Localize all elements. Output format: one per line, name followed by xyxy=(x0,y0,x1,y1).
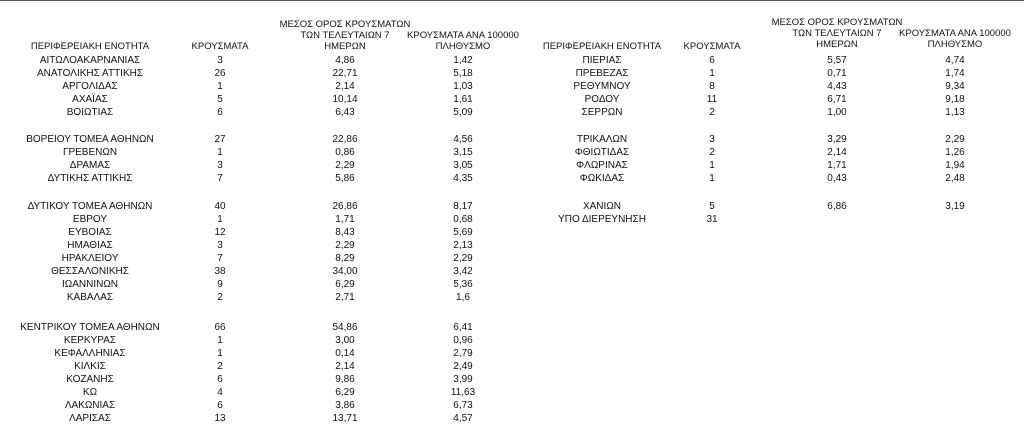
cell-cases: 1 xyxy=(709,173,715,184)
cell-cases: 6 xyxy=(709,55,715,66)
cell-avg7: 6,43 xyxy=(335,107,355,118)
cell-region: ΑΧΑΪΑΣ xyxy=(72,94,108,105)
header-avg7-line2: ΤΩΝ ΤΕΛΕΥΤΑΙΩΝ 7 xyxy=(792,28,882,39)
cell-cases: 6 xyxy=(217,107,223,118)
cell-region: ΡΕΘΥΜΝΟΥ xyxy=(573,81,631,92)
header-avg7-line1: ΜΕΣΟΣ ΟΡΟΣ ΚΡΟΥΣΜΑΤΩΝ xyxy=(771,17,903,28)
cell-cases: 13 xyxy=(214,413,226,424)
header-per100k-line2: ΠΛΗΘΥΣΜΟ xyxy=(927,39,983,50)
cell-cases: 5 xyxy=(217,94,223,105)
cell-per100k: 1,74 xyxy=(945,68,965,79)
cell-cases: 38 xyxy=(214,266,226,277)
cell-region: ΔΥΤΙΚΟΥ ΤΟΜΕΑ ΑΘΗΝΩΝ xyxy=(27,201,153,212)
cell-cases: 2 xyxy=(217,361,223,372)
cell-avg7: 3,86 xyxy=(335,400,355,411)
cell-cases: 1 xyxy=(217,214,223,225)
cell-cases: 40 xyxy=(214,201,226,212)
cell-cases: 27 xyxy=(214,134,226,145)
cell-cases: 3 xyxy=(217,160,223,171)
cell-cases: 31 xyxy=(706,214,718,225)
header-region: ΠΕΡΙΦΕΡΕΙΑΚΗ ΕΝΟΤΗΤΑ xyxy=(30,41,150,52)
cell-avg7: 8,29 xyxy=(335,253,355,264)
cell-region: ΚΑΒΑΛΑΣ xyxy=(66,292,114,303)
cell-cases: 7 xyxy=(217,173,223,184)
cell-per100k: 1,61 xyxy=(453,94,473,105)
cell-avg7: 0,71 xyxy=(827,68,847,79)
header-per100k-line2: ΠΛΗΘΥΣΜΟ xyxy=(435,41,491,52)
cell-per100k: 2,29 xyxy=(945,134,965,145)
cell-region: ΔΡΑΜΑΣ xyxy=(69,160,111,171)
header-region: ΠΕΡΙΦΕΡΕΙΑΚΗ ΕΝΟΤΗΤΑ xyxy=(542,41,662,52)
cell-cases: 3 xyxy=(217,240,223,251)
cell-cases: 7 xyxy=(217,253,223,264)
cell-cases: 1 xyxy=(217,147,223,158)
cell-per100k: 1,03 xyxy=(453,81,473,92)
cell-per100k: 2,49 xyxy=(453,361,473,372)
cell-per100k: 1,26 xyxy=(945,147,965,158)
cell-avg7: 26,86 xyxy=(332,201,358,212)
cell-cases: 26 xyxy=(214,68,226,79)
cell-per100k: 3,05 xyxy=(453,160,473,171)
header-avg7-line2: ΤΩΝ ΤΕΛΕΥΤΑΙΩΝ 7 xyxy=(300,30,390,41)
cell-avg7: 6,29 xyxy=(335,387,355,398)
header-cases: ΚΡΟΥΣΜΑΤΑ xyxy=(191,41,249,52)
cell-avg7: 5,57 xyxy=(827,55,847,66)
cell-avg7: 0,86 xyxy=(335,147,355,158)
header-avg7-line1: ΜΕΣΟΣ ΟΡΟΣ ΚΡΟΥΣΜΑΤΩΝ xyxy=(279,19,411,30)
cell-region: ΚΩ xyxy=(82,387,98,398)
cell-cases: 66 xyxy=(214,322,226,333)
cell-per100k: 5,36 xyxy=(453,279,473,290)
cell-per100k: 2,79 xyxy=(453,348,473,359)
cell-per100k: 0,68 xyxy=(453,214,473,225)
cell-per100k: 1,13 xyxy=(945,107,965,118)
cell-region: ΘΕΣΣΑΛΟΝΙΚΗΣ xyxy=(51,266,129,277)
cell-per100k: 2,48 xyxy=(945,173,965,184)
cell-cases: 5 xyxy=(709,201,715,212)
cell-per100k: 4,35 xyxy=(453,173,473,184)
cell-per100k: 4,56 xyxy=(453,134,473,145)
cell-per100k: 3,19 xyxy=(945,201,965,212)
cell-region: ΦΩΚΙΔΑΣ xyxy=(579,173,625,184)
cell-region: ΚΕΝΤΡΙΚΟΥ ΤΟΜΕΑ ΑΘΗΝΩΝ xyxy=(20,322,160,333)
cell-avg7: 4,86 xyxy=(335,55,355,66)
cell-region: ΛΑΡΙΣΑΣ xyxy=(69,413,111,424)
cell-region: ΔΥΤΙΚΗΣ ΑΤΤΙΚΗΣ xyxy=(47,173,133,184)
cell-region: ΕΒΡΟΥ xyxy=(72,214,108,225)
cell-avg7: 3,29 xyxy=(827,134,847,145)
cell-per100k: 6,73 xyxy=(453,400,473,411)
cell-avg7: 2,29 xyxy=(335,160,355,171)
cell-avg7: 2,14 xyxy=(335,361,355,372)
cell-region: ΑΝΑΤΟΛΙΚΗΣ ΑΤΤΙΚΗΣ xyxy=(36,68,144,79)
cell-region: ΙΩΑΝΝΙΝΩΝ xyxy=(61,279,119,290)
cell-region: ΚΙΛΚΙΣ xyxy=(74,361,106,372)
cell-region: ΒΟΙΩΤΙΑΣ xyxy=(66,107,114,118)
cell-cases: 2 xyxy=(709,107,715,118)
header-avg7-line3: ΗΜΕΡΩΝ xyxy=(816,39,858,50)
cell-avg7: 54,86 xyxy=(332,322,358,333)
cell-per100k: 4,74 xyxy=(945,55,965,66)
cell-region: ΣΕΡΡΩΝ xyxy=(581,107,623,118)
cell-avg7: 1,71 xyxy=(335,214,355,225)
cell-region: ΥΠΟ ΔΙΕΡΕΥΝΗΣΗ xyxy=(558,214,646,225)
cell-per100k: 1,42 xyxy=(453,55,473,66)
cell-avg7: 2,29 xyxy=(335,240,355,251)
cell-region: ΦΘΙΩΤΙΔΑΣ xyxy=(574,147,630,158)
cell-region: ΧΑΝΙΩΝ xyxy=(582,201,622,212)
cell-cases: 11 xyxy=(706,94,718,105)
cell-avg7: 8,43 xyxy=(335,227,355,238)
cell-per100k: 1,94 xyxy=(945,160,965,171)
cell-avg7: 0,43 xyxy=(827,173,847,184)
cell-region: ΚΟΖΑΝΗΣ xyxy=(66,374,114,385)
cell-region: ΡΟΔΟΥ xyxy=(584,94,620,105)
cell-per100k: 0,96 xyxy=(453,335,473,346)
cell-avg7: 34,00 xyxy=(332,266,358,277)
cell-region: ΛΑΚΩΝΙΑΣ xyxy=(64,400,116,411)
cell-region: ΠΡΕΒΕΖΑΣ xyxy=(575,68,629,79)
cell-region: ΑΡΓΟΛΙΔΑΣ xyxy=(62,81,118,92)
cell-region: ΤΡΙΚΑΛΩΝ xyxy=(576,134,628,145)
cell-cases: 1 xyxy=(709,160,715,171)
cell-region: ΕΥΒΟΙΑΣ xyxy=(68,227,112,238)
cell-per100k: 5,09 xyxy=(453,107,473,118)
cell-per100k: 2,29 xyxy=(453,253,473,264)
cell-avg7: 6,29 xyxy=(335,279,355,290)
cell-avg7: 9,86 xyxy=(335,374,355,385)
cell-per100k: 9,34 xyxy=(945,81,965,92)
cell-per100k: 2,13 xyxy=(453,240,473,251)
cell-cases: 9 xyxy=(217,279,223,290)
cell-per100k: 5,18 xyxy=(453,68,473,79)
cell-region: ΠΙΕΡΙΑΣ xyxy=(582,55,622,66)
cell-cases: 2 xyxy=(709,147,715,158)
cell-cases: 6 xyxy=(217,374,223,385)
cell-avg7: 4,43 xyxy=(827,81,847,92)
cell-region: ΦΛΩΡΙΝΑΣ xyxy=(576,160,628,171)
cell-per100k: 5,69 xyxy=(453,227,473,238)
cell-per100k: 3,15 xyxy=(453,147,473,158)
cell-region: ΓΡΕΒΕΝΩΝ xyxy=(62,147,118,158)
header-avg7-line3: ΗΜΕΡΩΝ xyxy=(324,41,366,52)
cell-avg7: 3,00 xyxy=(335,335,355,346)
header-per100k-line1: ΚΡΟΥΣΜΑΤΑ ΑΝΑ 100000 xyxy=(407,30,519,41)
cell-cases: 8 xyxy=(709,81,715,92)
cell-cases: 1 xyxy=(217,348,223,359)
cell-avg7: 1,00 xyxy=(827,107,847,118)
cell-avg7: 1,71 xyxy=(827,160,847,171)
header-cases: ΚΡΟΥΣΜΑΤΑ xyxy=(683,41,741,52)
cell-avg7: 22,86 xyxy=(332,134,358,145)
cell-avg7: 2,14 xyxy=(827,147,847,158)
cell-per100k: 3,99 xyxy=(453,374,473,385)
cell-avg7: 6,71 xyxy=(827,94,847,105)
cell-cases: 4 xyxy=(217,387,223,398)
cell-per100k: 3,42 xyxy=(453,266,473,277)
cell-per100k: 1,6 xyxy=(456,292,470,303)
cell-cases: 1 xyxy=(217,81,223,92)
cell-per100k: 11,63 xyxy=(450,387,476,398)
cell-region: ΚΕΡΚΥΡΑΣ xyxy=(63,335,117,346)
cell-avg7: 22,71 xyxy=(332,68,358,79)
cell-cases: 1 xyxy=(709,68,715,79)
cell-avg7: 10,14 xyxy=(332,94,358,105)
cell-per100k: 8,17 xyxy=(453,201,473,212)
cell-avg7: 0,14 xyxy=(335,348,355,359)
cell-avg7: 6,86 xyxy=(827,201,847,212)
cell-cases: 3 xyxy=(709,134,715,145)
cell-cases: 6 xyxy=(217,400,223,411)
cell-per100k: 9,18 xyxy=(945,94,965,105)
cell-region: ΗΜΑΘΙΑΣ xyxy=(67,240,113,251)
cell-avg7: 2,71 xyxy=(335,292,355,303)
cell-cases: 3 xyxy=(217,55,223,66)
cell-cases: 2 xyxy=(217,292,223,303)
cell-region: ΑΙΤΩΛΟΑΚΑΡΝΑΝΙΑΣ xyxy=(39,55,141,66)
cell-region: ΒΟΡΕΙΟΥ ΤΟΜΕΑ ΑΘΗΝΩΝ xyxy=(26,134,154,145)
cell-avg7: 13,71 xyxy=(332,413,358,424)
cell-per100k: 4,57 xyxy=(453,413,473,424)
cell-avg7: 5,86 xyxy=(335,173,355,184)
header-per100k-line1: ΚΡΟΥΣΜΑΤΑ ΑΝΑ 100000 xyxy=(899,28,1011,39)
cell-avg7: 2,14 xyxy=(335,81,355,92)
cell-region: ΗΡΑΚΛΕΙΟΥ xyxy=(61,253,119,264)
cell-cases: 1 xyxy=(217,335,223,346)
cell-region: ΚΕΦΑΛΛΗΝΙΑΣ xyxy=(54,348,126,359)
cell-per100k: 6,41 xyxy=(453,322,473,333)
cell-cases: 12 xyxy=(214,227,226,238)
